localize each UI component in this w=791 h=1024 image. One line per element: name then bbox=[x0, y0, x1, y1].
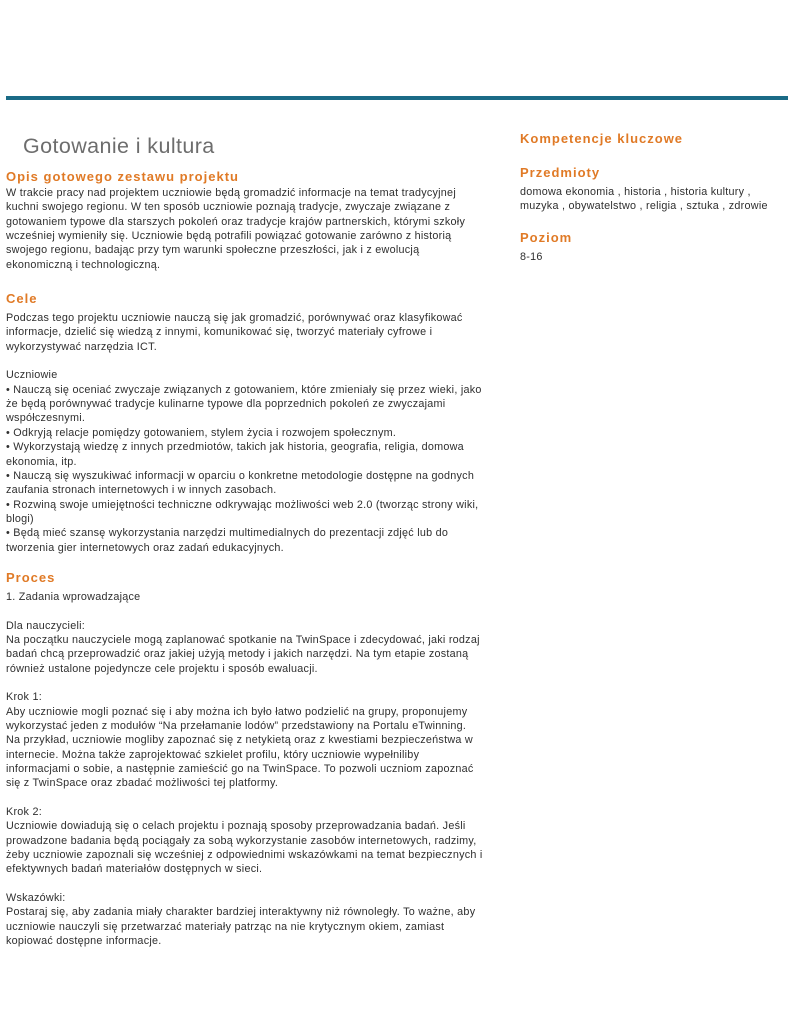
section-description bbox=[6, 169, 502, 272]
header-divider bbox=[6, 96, 788, 100]
sidebar-heading-key-competences: Kompetencje kluczowe bbox=[520, 131, 684, 146]
main-content bbox=[6, 128, 502, 949]
sidebar-subjects bbox=[520, 165, 782, 214]
process-text: 1. Zadania wprowadzające Dla nauczycieli: Na początku nauczyciele mogą zaplanować spotkanie na TwinSpace i zdecydować, jaki rodzaj badań chcą przeprowadzić oraz jakiej użyją metody i jakich narzędzi. Na tym etapie zostaną również ustalone pojedyncze cele projektu i sposób ewaluacji. Krok 1: Aby uczniowie mogli poznać się i aby można ich było łatwo podzielić na grupy, proponujemy wykorzystać jeden z modułów “Na przełamanie lodów” przedstawiony na Portalu eTwinning. Na przykład, uczniowie mogliby zapoznać się z netykietą oraz z kwestiami bezpieczeństwa w internecie. Można także zaprojektować szkielet profilu, który uczniowie wypełniliby informacjami o sobie, a następnie zamieścić go na TwinSpace. To pozwoli uczniom zapoznać się z TwinSpace oraz zbadać możliwości tej platformy. Krok 2: Uczniowie dowiadują się o celach projektu i poznają sposoby przeprowadzania badań. Jeśli prowadzone badania będą pociągały za sobą wykorzystanie zasobów internetowych, radzimy, żeby uczniowie zapoznali się wcześniej z odpowiednimi wskazówkami na temat bezpiecznych i efektywnych badań materiałów dostępnych w sieci. Wskazówki: Postaraj się, aby zadania miały charakter bardziej interaktywny niż równoległy. To ważne, aby uczniowie nauczyli się przetwarzać materiały patrząc na nie krytycznym okiem, zamiast kopiować dostępne informacje. bbox=[6, 590, 483, 948]
section-heading-goals: Cele bbox=[6, 291, 38, 307]
sidebar-heading-level: Poziom bbox=[520, 229, 573, 245]
sidebar-level bbox=[520, 230, 782, 264]
description-text: W trakcie pracy nad projektem uczniowie będą gromadzić informacje na temat tradycyjnej kuchni swojego regionu. W ten sposób uczniowie poznają tradycje, zwyczaje związane z gotowaniem typowe dla starszych pokoleń oraz tradycje krajów partnerskich, którymi szkoły wcześniej wymieniły się. Uczniowie będą potrafili powiązać gotowanie zarówno z historią swojego regionu, badając przy tym warunki społeczne przeszłości, jak i z ewolucją ekonomiczną i technologiczną. bbox=[6, 187, 466, 271]
sidebar-key-competences bbox=[520, 131, 782, 147]
sidebar-heading-subjects: Przedmioty bbox=[520, 165, 601, 180]
section-goals bbox=[6, 291, 502, 555]
section-heading-description: Opis gotowego zestawu projektu bbox=[6, 169, 239, 184]
page-title: Gotowanie i kultura bbox=[23, 134, 215, 158]
goals-text: Podczas tego projektu uczniowie nauczą się jak gromadzić, porównywać oraz klasyfikować informacje, dzielić się wiedzą z innymi, komunikować się, tworzyć materiały cyfrowe i wykorzystywać narzędzia ICT. Uczniowie • Nauczą się oceniać zwyczaje związanych z gotowaniem, które zmieniały się przez wieki, jako że będą porównywać tradycje kulinarne typowe dla poprzednich pokoleń ze zwyczajami współczesnymi. • Odkryją relacje pomiędzy gotowaniem, stylem życia i rozwojem społecznym. • Wykorzystają wiedzę z innych przedmiotów, takich jak historia, geografia, religia, domowa ekonomia, itp. • Nauczą się wyszukiwać informacji w oparciu o konkretne metodologie dostępne na godnych zaufania stronach internetowych i w innych zasobach. • Rozwiną swoje umiejętności techniczne odkrywając możliwości web 2.0 (tworząc strony wiki, blogi) • Będą mieć szansę wykorzystania narzędzi multimedialnych do prezentacji zdjęć lub do tworzenia gier internetowych oraz zadań edukacyjnych. bbox=[6, 312, 482, 554]
sidebar bbox=[520, 128, 782, 264]
section-heading-process: Proces bbox=[6, 569, 56, 585]
level-value: 8-16 bbox=[520, 250, 543, 263]
subjects-list: domowa ekonomia , historia , historia kultury , muzyka , obywatelstwo , religia , sztuka , zdrowie bbox=[520, 186, 768, 213]
section-process bbox=[6, 570, 502, 949]
